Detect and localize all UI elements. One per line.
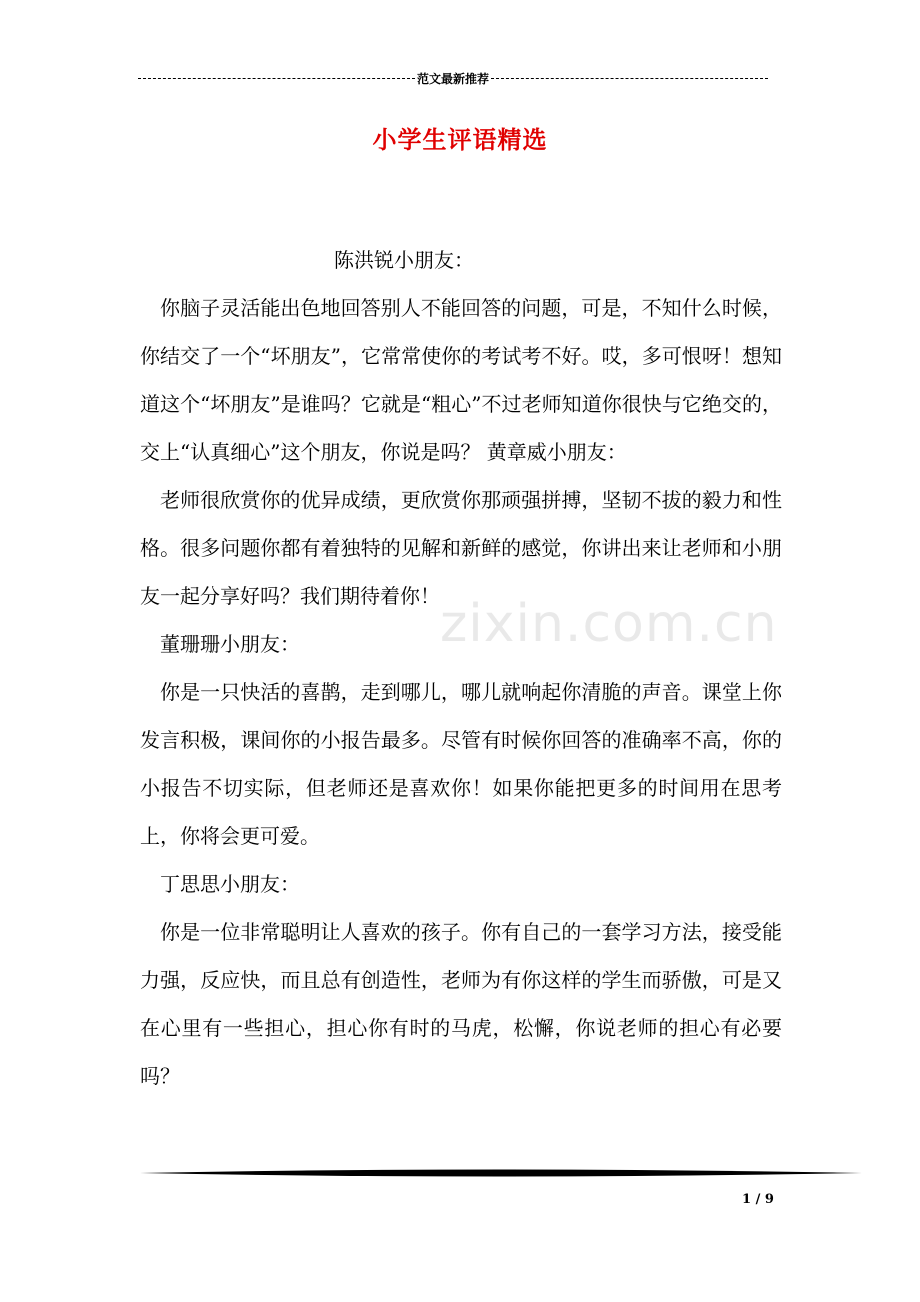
- page-header: [138, 68, 768, 88]
- watermark: zixin.com.cn: [440, 594, 778, 654]
- footer-rule: [140, 1166, 862, 1180]
- salutation-chen: 陈洪锐小朋友：: [334, 248, 474, 272]
- header-label: 范文最新推荐: [417, 71, 490, 86]
- page-number: 1 / 9: [742, 1192, 774, 1207]
- comment-chen: 你脑子灵活能出色地回答别人不能回答的问题，可是，不知什么时候，你结交了一个“坏朋友”，它常常使你的考试考不好。哎，多可恨呀！想知道这个“坏朋友”是谁吗？它就是“粗心”不过老师知道你很快与它绝交的，交上“认真细心”这个朋友，你说是吗？ 黄章威小朋友：: [140, 296, 782, 464]
- header-dash-left: [138, 78, 415, 79]
- salutation-dong: 董珊珊小朋友：: [160, 632, 300, 656]
- header-dash-right: [491, 78, 768, 79]
- salutation-ding: 丁思思小朋友：: [160, 872, 300, 896]
- document-body: [140, 236, 782, 1100]
- comment-huang: 老师很欣赏你的优异成绩，更欣赏你那顽强拼搏，坚韧不拔的毅力和性格。很多问题你都有着独特的见解和新鲜的感觉，你讲出来让老师和小朋友一起分享好吗？我们期待着你！: [140, 488, 782, 608]
- comment-ding: 你是一位非常聪明让人喜欢的孩子。你有自己的一套学习方法，接受能力强，反应快，而且总有创造性，老师为有你这样的学生而骄傲，可是又在心里有一些担心，担心你有时的马虎，松懈，你说老师的担心有必要吗？: [140, 920, 782, 1088]
- document-title: 小学生评语精选: [372, 125, 548, 154]
- comment-dong: 你是一只快活的喜鹊，走到哪儿，哪儿就响起你清脆的声音。课堂上你发言积极，课间你的小报告最多。尽管有时候你回答的准确率不高，你的小报告不切实际，但老师还是喜欢你！如果你能把更多的时间用在思考上，你将会更可爱。: [140, 680, 782, 848]
